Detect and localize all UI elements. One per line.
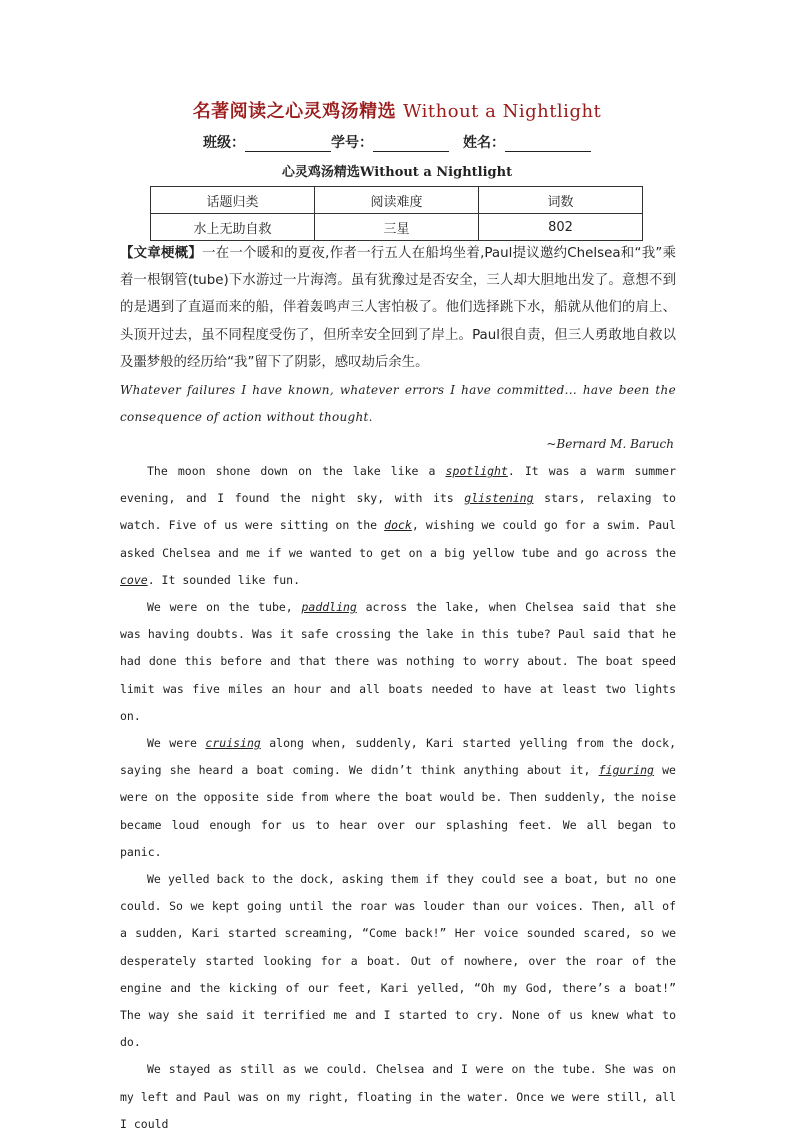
name-label: 姓名： (463, 135, 505, 151)
vocab-word: cove (120, 572, 148, 587)
summary-text: 一在一个暖和的夏夜,作者一行五人在船坞坐着,Paul提议邀约Chelsea和“我”乘着一根钢管(tube)下水游过一片海湾。虽有犹豫过是否安全，三人却大胆地出发了。意想不到的是遇到了直逼而来的船，伴着轰鸣声三人害怕极了。他们选择跳下水，船就从他们的肩上、头顶开过去，虽不同程度受伤了，但所幸安全回到了岸上。Paul很自责，但三人勇敢地自救以及噩梦般的经历给“我”留下了阴影，感叹劫后余生。 (120, 246, 677, 370)
epigraph-quote: Whatever failures I have known, whatever errors I have committed... have been the consequence of action without thought. (120, 383, 676, 424)
title-chinese: 名著阅读之心灵鸡汤精选 (192, 101, 397, 122)
class-label: 班级： (203, 135, 245, 151)
meta-header-topic: 话题归类 (151, 187, 315, 214)
meta-value-row (151, 214, 643, 241)
text-run: stars, relaxing to watch. Five of us were sitting on the (120, 491, 676, 533)
vocab-word: figuring (598, 763, 654, 778)
story-paragraph-1 (120, 458, 676, 594)
story-paragraph-3 (120, 730, 676, 866)
number-blank[interactable] (373, 137, 449, 152)
vocab-word: glistening (464, 491, 534, 506)
meta-value-difficulty: 三星 (315, 214, 479, 241)
text-run: along when, suddenly, Kari started yelling from the dock, saying she heard a boat coming. We didn’t think anything about it, (120, 736, 676, 778)
text-run: The moon shone down on the lake like a (147, 464, 446, 478)
subtitle-chinese: 心灵鸡汤精选 (281, 165, 360, 180)
article-subtitle (0, 161, 794, 180)
text-run: , wishing we could go for a swim. Paul asked Chelsea and me if we wanted to get on a big yellow tube and go across the (120, 518, 676, 560)
story-paragraph-2 (120, 594, 676, 730)
title-english: Without a Nightlight (402, 101, 602, 122)
meta-header-wordcount: 词数 (479, 187, 643, 214)
summary-tag: 【文章梗概】 (120, 246, 203, 261)
text-run: . It sounded like fun. (147, 572, 301, 587)
text-run: We were (147, 736, 206, 751)
name-blank[interactable] (505, 137, 591, 152)
text-run: . It was a warm summer evening, and I found the night sky, with its (120, 464, 676, 506)
subtitle-english: Without a Nightlight (359, 165, 513, 180)
meta-value-wordcount: 802 (479, 214, 643, 241)
page-title (0, 97, 794, 123)
text-run: we were on the opposite side from where the boat would be. Then suddenly, the noise became loud enough for us to hear over our splashing feet. We all began to panic. (120, 763, 676, 859)
vocab-word: dock (384, 518, 412, 533)
class-blank[interactable] (245, 137, 331, 152)
vocab-word: spotlight (445, 464, 508, 478)
article-summary (120, 240, 676, 376)
story-paragraph-4: We yelled back to the dock, asking them if they could see a boat, but no one could. So we kept going until the roar was louder than our voices. Then, all of a sudden, Kari started screaming, “Come back!” Her voice sounded scared, so we desperately started looking for a boat. Out of nowhere, over the roar of the engine and the kicking of our feet, Kari yelled, “Oh my God, there’s a boat!” The way she said it terrified me and I started to cry. None of us knew what to do. (120, 872, 676, 1050)
student-info-line (0, 132, 794, 152)
text-run: across the lake, when Chelsea said that she was having doubts. Was it safe crossing the lake in this tube? Paul said that he had done this before and that there was nothing to worry about. The boat speed limit was five miles an hour and all boats needed to have at least two lights on. (120, 600, 676, 723)
vocab-word: paddling (301, 600, 357, 615)
text-run: We were on the tube, (147, 600, 302, 615)
epigraph-author: ~Bernard M. Baruch (546, 437, 674, 451)
story-body (120, 458, 676, 1138)
number-label: 学号： (331, 135, 373, 151)
meta-header-row (151, 187, 643, 214)
meta-value-topic: 水上无助自救 (151, 214, 315, 241)
story-paragraph-5: We stayed as still as we could. Chelsea and I were on the tube. She was on my left and Paul was on my right, floating in the water. Once we were still, all I could (120, 1062, 676, 1131)
article-meta-table (150, 186, 643, 241)
meta-header-difficulty: 阅读难度 (315, 187, 479, 214)
vocab-word: cruising (205, 736, 261, 751)
